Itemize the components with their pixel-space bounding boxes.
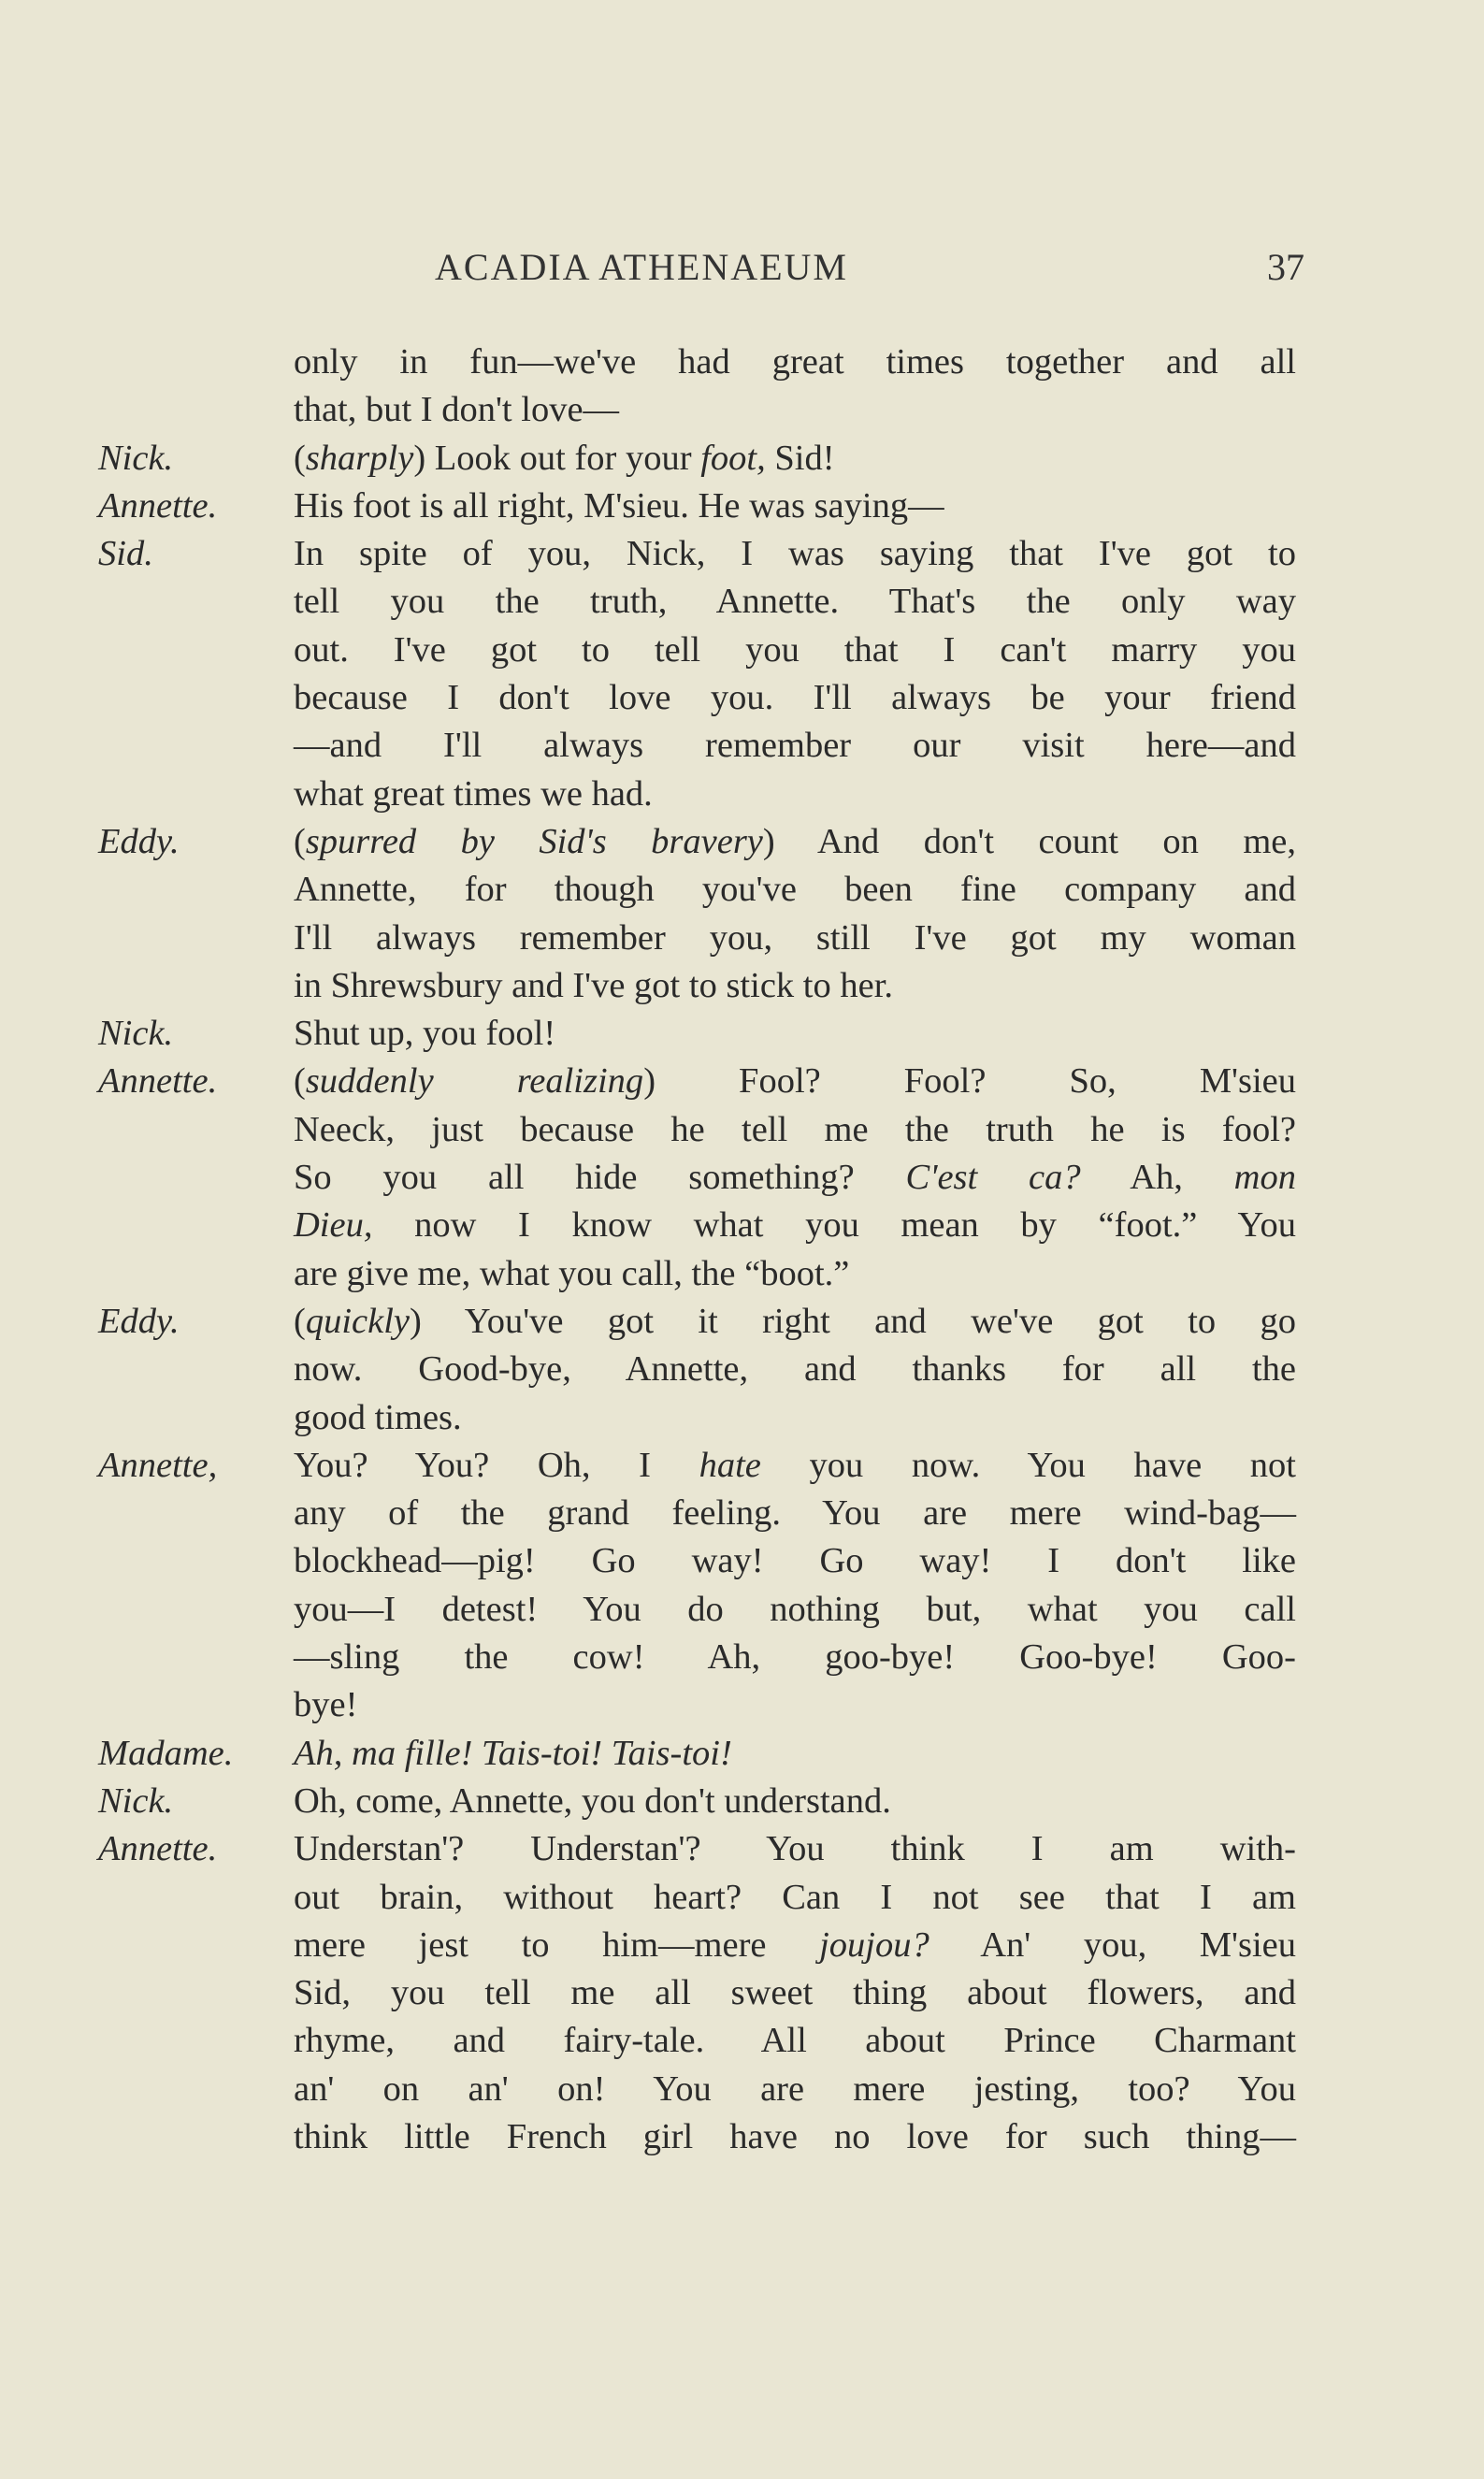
line-text [294,771,1296,818]
speaker-name: Annette. [98,1061,218,1102]
text-segment: good times. [294,1397,462,1437]
text-segment: An' you, M'sieu [929,1924,1296,1965]
dialogue-line [0,386,1484,434]
text-segment: Shut up, you fool! [294,1014,556,1054]
italic-text: foot, [700,438,766,478]
text-segment: His foot is all right, M'sieu. He was saying— [294,485,944,526]
dialogue-line [0,1490,1484,1537]
italic-text: sharply [305,438,414,478]
dialogue-line [0,1202,1484,1249]
line-text [294,2113,1296,2161]
text-segment: Annette, for though you've been fine company and [294,870,1296,910]
dialogue-line [0,435,1484,483]
text-segment: I'll always remember you, still I've got my woman [294,917,1296,958]
text-segment: —and I'll always remember our visit here—and [294,726,1296,766]
speaker-name: Sid. [98,534,153,574]
play-dialogue [0,339,1484,2161]
text-segment: Sid! [765,438,835,478]
text-segment: think little French girl have no love for such thing— [294,2116,1296,2156]
line-text [294,1537,1296,1585]
text-segment: you—I detest! You do nothing but, what you call [294,1589,1296,1629]
speaker-name: Nick. [98,1780,174,1821]
dialogue-line [0,530,1484,578]
speaker-name: Annette. [98,485,218,526]
text-segment: ) You've got it right and we've got to go [410,1301,1296,1341]
dialogue-line [0,1058,1484,1105]
text-segment: now. Good-bye, Annette, and thanks for all the [294,1349,1296,1390]
line-text [294,962,1296,1010]
text-segment: blockhead—pig! Go way! Go way! I don't like [294,1541,1296,1581]
dialogue-line [0,2017,1484,2065]
dialogue-line [0,1106,1484,1154]
text-segment: only in fun—we've had great times together and all [294,342,1296,382]
speaker-name: Nick. [98,438,174,478]
text-segment: bye! [294,1685,358,1725]
line-text [294,1969,1296,2017]
dialogue-line [0,1010,1484,1058]
line-text [294,1394,1296,1442]
dialogue-line [0,1346,1484,1393]
dialogue-line [0,1154,1484,1202]
dialogue-line [0,866,1484,914]
dialogue-line [0,1969,1484,2017]
speaker-name: Annette. [98,1829,218,1869]
text-segment: ( [294,438,306,478]
dialogue-line [0,962,1484,1010]
page-number: 37 [1267,246,1304,288]
line-text [294,1202,1296,1249]
text-segment: ) And don't count on me, [762,821,1296,861]
dialogue-line [0,1586,1484,1634]
dialogue-line [0,1394,1484,1442]
text-segment: ) Look out for your [413,438,701,478]
italic-text: spurred by Sid's bravery [305,821,763,861]
text-segment: any of the grand feeling. You are mere wind-bag— [294,1493,1296,1534]
line-text [294,1346,1296,1393]
italic-text: mon [1233,1158,1296,1198]
text-segment: ( [294,1061,306,1102]
dialogue-line [0,1634,1484,1681]
italic-text: suddenly realizing [305,1061,644,1102]
line-text [294,1250,1296,1298]
line-text [294,1490,1296,1537]
dialogue-line [0,1298,1484,1346]
text-segment: Understan'? Understan'? You think I am with- [294,1829,1296,1869]
dialogue-line [0,1730,1484,1778]
line-text [294,1010,1296,1058]
line-text [294,722,1296,770]
dialogue-line [0,771,1484,818]
text-segment: in Shrewsbury and I've got to stick to her. [294,965,894,1005]
line-text [294,483,1296,530]
text-segment: rhyme, and fairy-tale. All about Prince Charmant [294,2021,1296,2061]
text-segment: ) Fool? Fool? So, M'sieu [643,1061,1296,1102]
dialogue-line [0,1922,1484,1969]
dialogue-line [0,339,1484,386]
dialogue-line [0,483,1484,530]
text-segment: an' on an' on! You are mere jesting, too? You [294,2068,1296,2109]
line-text [294,674,1296,722]
line-text [294,1874,1296,1922]
text-segment: that, but I don't love— [294,390,620,430]
line-text [294,627,1296,674]
text-segment: because I don't love you. I'll always be your friend [294,678,1296,718]
italic-text: Ah, ma fille! Tais-toi! Tais-toi! [294,1733,732,1773]
dialogue-line [0,1442,1484,1490]
line-text [294,1298,1296,1346]
line-text [294,1825,1296,1873]
text-segment: Neeck, just because he tell me the truth he is fool? [294,1109,1296,1149]
line-text [294,386,1296,434]
line-text [294,1634,1296,1681]
dialogue-line [0,578,1484,626]
text-segment: ( [294,1301,306,1341]
speaker-name: Madame. [98,1733,234,1773]
line-text [294,1922,1296,1969]
text-segment: Sid, you tell me all sweet thing about flowers, and [294,1973,1296,2013]
text-segment: In spite of you, Nick, I was saying that I've got to [294,534,1296,574]
italic-text: C'est ca? [905,1158,1081,1198]
speaker-name: Annette, [98,1445,218,1485]
speaker-name: Eddy. [98,821,180,861]
italic-text: quickly [305,1301,410,1341]
dialogue-line [0,1537,1484,1585]
speaker-name: Eddy. [98,1301,180,1341]
line-text [294,578,1296,626]
italic-text: Dieu, [294,1205,373,1246]
line-text [294,1730,1296,1778]
dialogue-line [0,1825,1484,1873]
line-text [294,1586,1296,1634]
dialogue-line [0,722,1484,770]
line-text [294,435,1296,483]
text-segment: what great times we had. [294,773,653,814]
dialogue-line [0,915,1484,962]
line-text [294,866,1296,914]
dialogue-line [0,2066,1484,2113]
text-segment: Oh, come, Annette, you don't understand. [294,1780,891,1821]
speaker-name: Nick. [98,1014,174,1054]
text-segment: now I know what you mean by “foot.” You [372,1205,1296,1246]
text-segment: tell you the truth, Annette. That's the only way [294,582,1296,622]
dialogue-line [0,1874,1484,1922]
running-header [290,245,1304,295]
line-text [294,1681,1296,1729]
text-segment: out. I've got to tell you that I can't marry you [294,629,1296,670]
line-text [294,818,1296,866]
dialogue-line [0,818,1484,866]
text-segment: So you all hide something? [294,1158,906,1198]
text-segment: ( [294,821,306,861]
line-text [294,1442,1296,1490]
text-segment: You? You? Oh, I [294,1445,699,1485]
line-text [294,1106,1296,1154]
line-text [294,1058,1296,1105]
text-segment: mere jest to him—mere [294,1924,820,1965]
dialogue-line [0,1250,1484,1298]
line-text [294,2066,1296,2113]
text-segment: are give me, what you call, the “boot.” [294,1253,850,1293]
line-text [294,530,1296,578]
italic-text: hate [699,1445,761,1485]
dialogue-line [0,1778,1484,1825]
line-text [294,339,1296,386]
journal-title: ACADIA ATHENAEUM [435,246,848,288]
italic-text: joujou? [819,1924,929,1965]
dialogue-line [0,1681,1484,1729]
line-text [294,915,1296,962]
line-text [294,2017,1296,2065]
text-segment: out brain, without heart? Can I not see that I am [294,1877,1296,1917]
text-segment: you now. You have not [760,1445,1296,1485]
dialogue-line [0,674,1484,722]
text-segment: Ah, [1080,1158,1234,1198]
text-segment: —sling the cow! Ah, goo-bye! Goo-bye! Goo- [294,1637,1296,1678]
line-text [294,1154,1296,1202]
dialogue-line [0,627,1484,674]
dialogue-line [0,2113,1484,2161]
line-text [294,1778,1296,1825]
